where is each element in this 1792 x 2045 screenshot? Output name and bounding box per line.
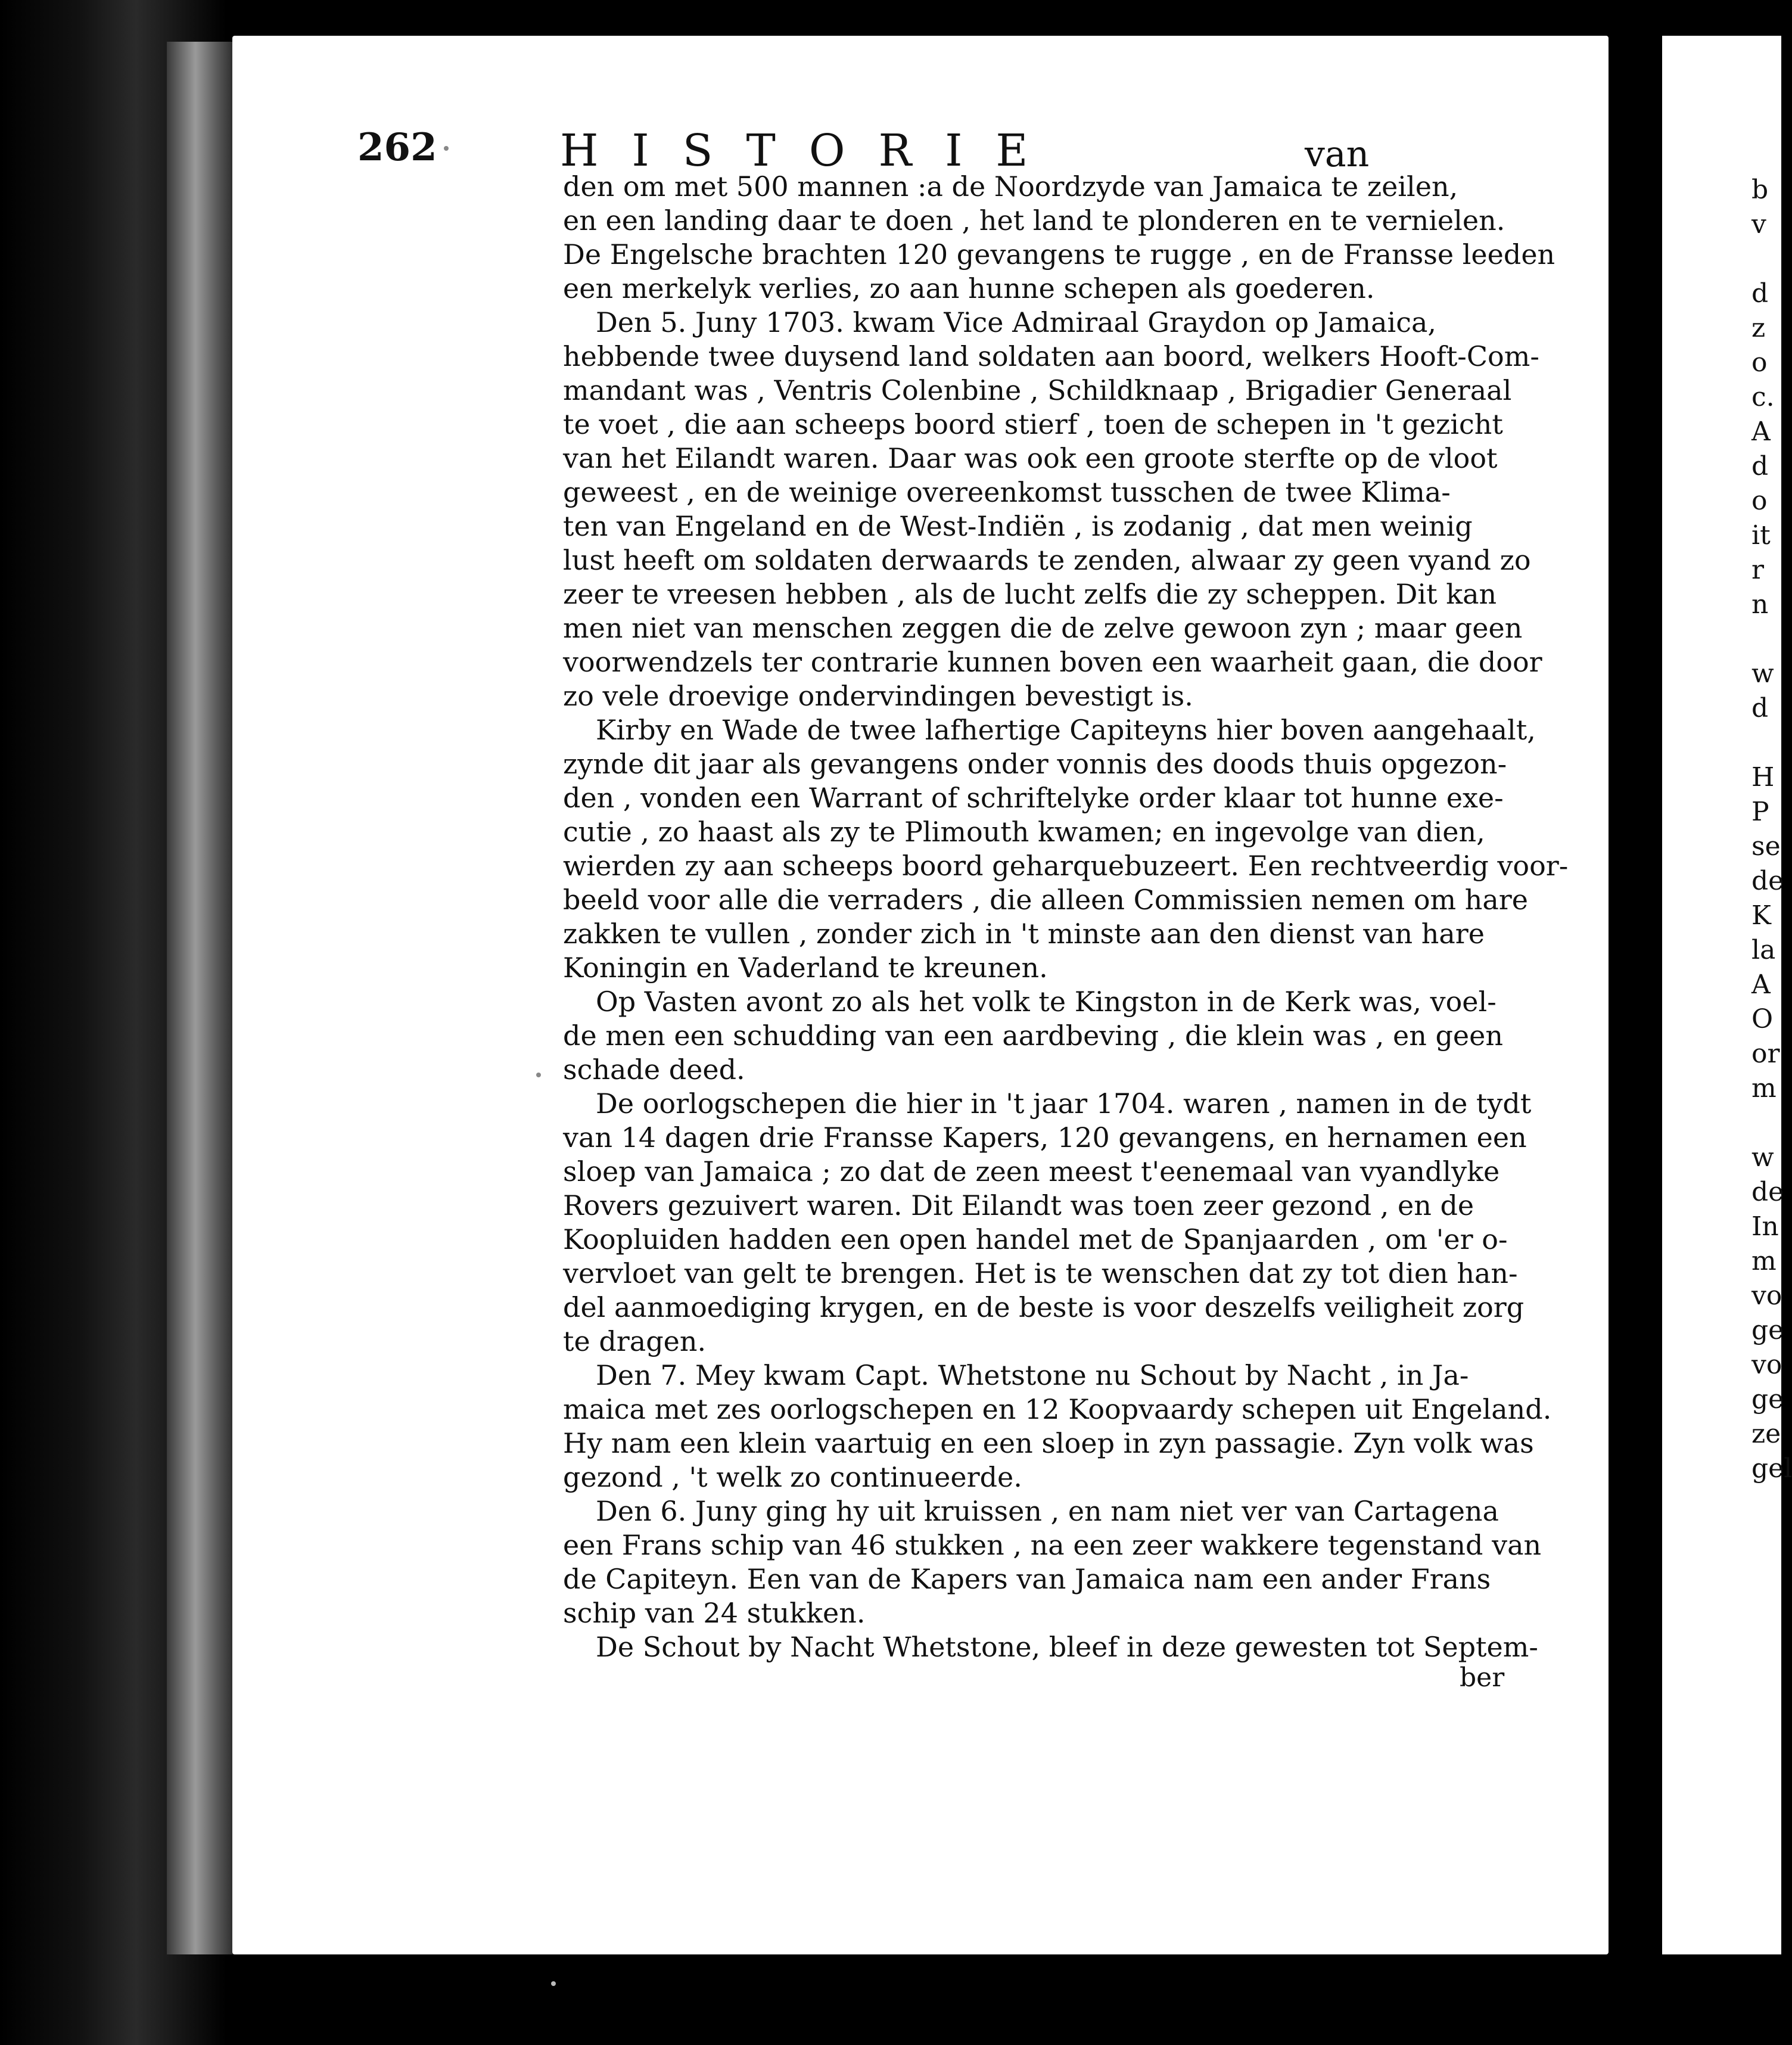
page-number: 262 — [357, 125, 437, 170]
facing-page-fragment: vo — [1751, 1350, 1782, 1380]
facing-page-fragment: d — [1751, 451, 1769, 481]
text-line: een Frans schip van 46 stukken , na een zeer wakkere tegenstand van — [563, 1529, 1542, 1561]
facing-page-fragment — [1751, 1106, 1781, 1140]
facing-page-fragment: vo — [1751, 1281, 1782, 1311]
facing-page-fragment: O — [1751, 1004, 1774, 1034]
facing-page-fragment: K — [1751, 900, 1771, 931]
facing-page-fragment: m — [1751, 1246, 1777, 1276]
facing-page-fragment: ze — [1751, 1419, 1781, 1449]
facing-page-fragment: In — [1751, 1211, 1779, 1242]
text-line: geweest , en de weinige overeenkomst tusschen de twee Klima- — [563, 476, 1451, 508]
body-text — [563, 170, 1569, 1707]
facing-page-fragment: c. — [1751, 382, 1775, 412]
text-line: mandant was , Ventris Colenbine , Schildknaap , Brigadier Generaal — [563, 374, 1512, 406]
text-line: zeer te vreesen hebben , als de lucht zelfs die zy scheppen. Dit kan — [563, 578, 1497, 610]
text-line: Kirby en Wade de twee lafhertige Capiteyns hier boven aangehaalt, — [596, 714, 1536, 746]
text-line: de Capiteyn. Een van de Kapers van Jamaica nam een ander Frans — [563, 1563, 1491, 1595]
facing-page-fragment: de — [1751, 866, 1784, 896]
facing-page-fragment: w — [1751, 658, 1774, 689]
facing-page-fragment: H — [1751, 762, 1775, 792]
page-edge-stack — [167, 42, 238, 1954]
text-line: den om met 500 mannen :a de Noordzyde van Jamaica te zeilen, — [563, 170, 1458, 203]
facing-page-fragment: it — [1751, 520, 1771, 551]
facing-page-fragment: A — [1751, 969, 1771, 1000]
facing-page-fragment: n — [1751, 589, 1769, 620]
text-line: gezond , 't welk zo continueerde. — [563, 1461, 1022, 1493]
facing-page-fragment — [1751, 242, 1781, 276]
dust-speck — [551, 1981, 556, 1986]
facing-page-fragment: la — [1751, 935, 1776, 965]
text-line: beeld voor alle die verraders , die alleen Commissien nemen om hare — [563, 884, 1529, 916]
text-line: lust heeft om soldaten derwaards te zenden, alwaar zy geen vyand zo — [563, 544, 1531, 576]
text-line: Den 7. Mey kwam Capt. Whetstone nu Schout by Nacht , in Ja- — [596, 1359, 1469, 1391]
text-line: Hy nam een klein vaartuig en een sloep in zyn passagie. Zyn volk was — [563, 1427, 1534, 1459]
text-line: schip van 24 stukken. — [563, 1597, 866, 1629]
text-line: van het Eilandt waren. Daar was ook een groote sterfte op de vloot — [563, 442, 1498, 474]
facing-page-fragment: d — [1751, 693, 1769, 723]
text-line: Op Vasten avont zo als het volk te Kingston in de Kerk was, voel- — [596, 986, 1497, 1018]
text-line: en een landing daar te doen , het land te plonderen en te vernielen. — [563, 204, 1505, 237]
facing-page-fragment — [1751, 726, 1781, 760]
text-line: voorwendzels ter contrarie kunnen boven een waarheit gaan, die door — [563, 646, 1542, 678]
text-line: zakken te vullen , zonder zich in 't minste aan den dienst van hare — [563, 918, 1485, 950]
text-line: den , vonden een Warrant of schriftelyke order klaar tot hunne exe- — [563, 782, 1504, 814]
text-line: wierden zy aan scheeps boord geharquebuzeert. Een rechtveerdig voor- — [563, 850, 1569, 882]
running-title-tail: van — [1305, 133, 1370, 175]
text-line: del aanmoediging krygen, en de beste is voor deszelfs veiligheit zorg — [563, 1291, 1525, 1323]
facing-page-fragment: se — [1751, 831, 1781, 862]
text-line: van 14 dagen drie Fransse Kapers, 120 gevangens, en hernamen een — [563, 1121, 1527, 1154]
text-line: zynde dit jaar als gevangens onder vonnis des doods thuis opgezon- — [563, 748, 1507, 780]
text-line: maica met zes oorlogschepen en 12 Koopvaardy schepen uit Engeland. — [563, 1393, 1552, 1425]
text-line: te dragen. — [563, 1325, 707, 1357]
text-line: Den 5. Juny 1703. kwam Vice Admiraal Graydon op Jamaica, — [596, 306, 1437, 338]
facing-page-fragment: b — [1751, 175, 1769, 205]
text-line: Koningin en Vaderland te kreunen. — [563, 952, 1048, 984]
text-line: De Schout by Nacht Whetstone, bleef in deze gewesten tot Septem- — [596, 1631, 1538, 1663]
text-line: Koopluiden hadden een open handel met de Spanjaarden , om 'er o- — [563, 1223, 1508, 1255]
facing-page-fragment: w — [1751, 1142, 1774, 1173]
running-title: HISTORIE — [560, 125, 1062, 176]
facing-page-fragment: v — [1751, 209, 1766, 240]
facing-page-fragment: gel — [1751, 1453, 1792, 1484]
facing-page-fragment: z — [1751, 313, 1766, 343]
text-line: De Engelsche brachten 120 gevangens te rugge , en de Fransse leeden — [563, 238, 1555, 271]
text-line: Den 6. Juny ging hy uit kruissen , en nam niet ver van Cartagena — [596, 1495, 1499, 1527]
facing-page-fragment: or — [1751, 1039, 1780, 1069]
facing-page-fragment: ge — [1751, 1315, 1784, 1345]
facing-page-fragment: o — [1751, 347, 1768, 378]
text-line: vervloet van gelt te brengen. Het is te wenschen dat zy tot dien han- — [563, 1257, 1518, 1289]
text-line: Rovers gezuivert waren. Dit Eilandt was toen zeer gezond , en de — [563, 1189, 1474, 1222]
facing-page-fragment: A — [1751, 417, 1771, 447]
text-line: hebbende twee duysend land soldaten aan boord, welkers Hooft-Com- — [563, 340, 1539, 372]
facing-page-fragment: o — [1751, 486, 1768, 516]
facing-page-fragment: P — [1751, 797, 1769, 827]
text-line: cutie , zo haast als zy te Plimouth kwamen; en ingevolge van dien, — [563, 816, 1485, 848]
facing-page-text-fragments — [1751, 173, 1792, 1486]
dust-speck — [444, 146, 449, 151]
facing-page-fragment: r — [1751, 555, 1765, 585]
facing-page-fragment: m — [1751, 1073, 1777, 1104]
facing-page-fragment: ge — [1751, 1384, 1784, 1415]
dust-speck — [536, 1073, 541, 1077]
text-line: een merkelyk verlies, zo aan hunne schepen als goederen. — [563, 272, 1375, 304]
facing-page-fragment — [1751, 622, 1781, 657]
text-line: men niet van menschen zeggen die de zelve gewoon zyn ; maar geen — [563, 612, 1523, 644]
catchword: ber — [1460, 1662, 1505, 1693]
text-line: sloep van Jamaica ; zo dat de zeen meest t'eenemaal van vyandlyke — [563, 1155, 1500, 1188]
text-line: zo vele droevige ondervindingen bevestigt is. — [563, 680, 1193, 712]
text-line: de men een schudding van een aardbeving , die klein was , en geen — [563, 1020, 1503, 1052]
facing-page-fragment: de — [1751, 1177, 1784, 1207]
facing-page-fragment: d — [1751, 278, 1769, 309]
text-line: te voet , die aan scheeps boord stierf , toen de schepen in 't gezicht — [563, 408, 1503, 440]
text-line: schade deed. — [563, 1053, 745, 1086]
text-line: ten van Engeland en de West-Indiën , is zodanig , dat men weinig — [563, 510, 1473, 542]
text-line: De oorlogschepen die hier in 't jaar 1704. waren , namen in de tydt — [596, 1087, 1532, 1120]
